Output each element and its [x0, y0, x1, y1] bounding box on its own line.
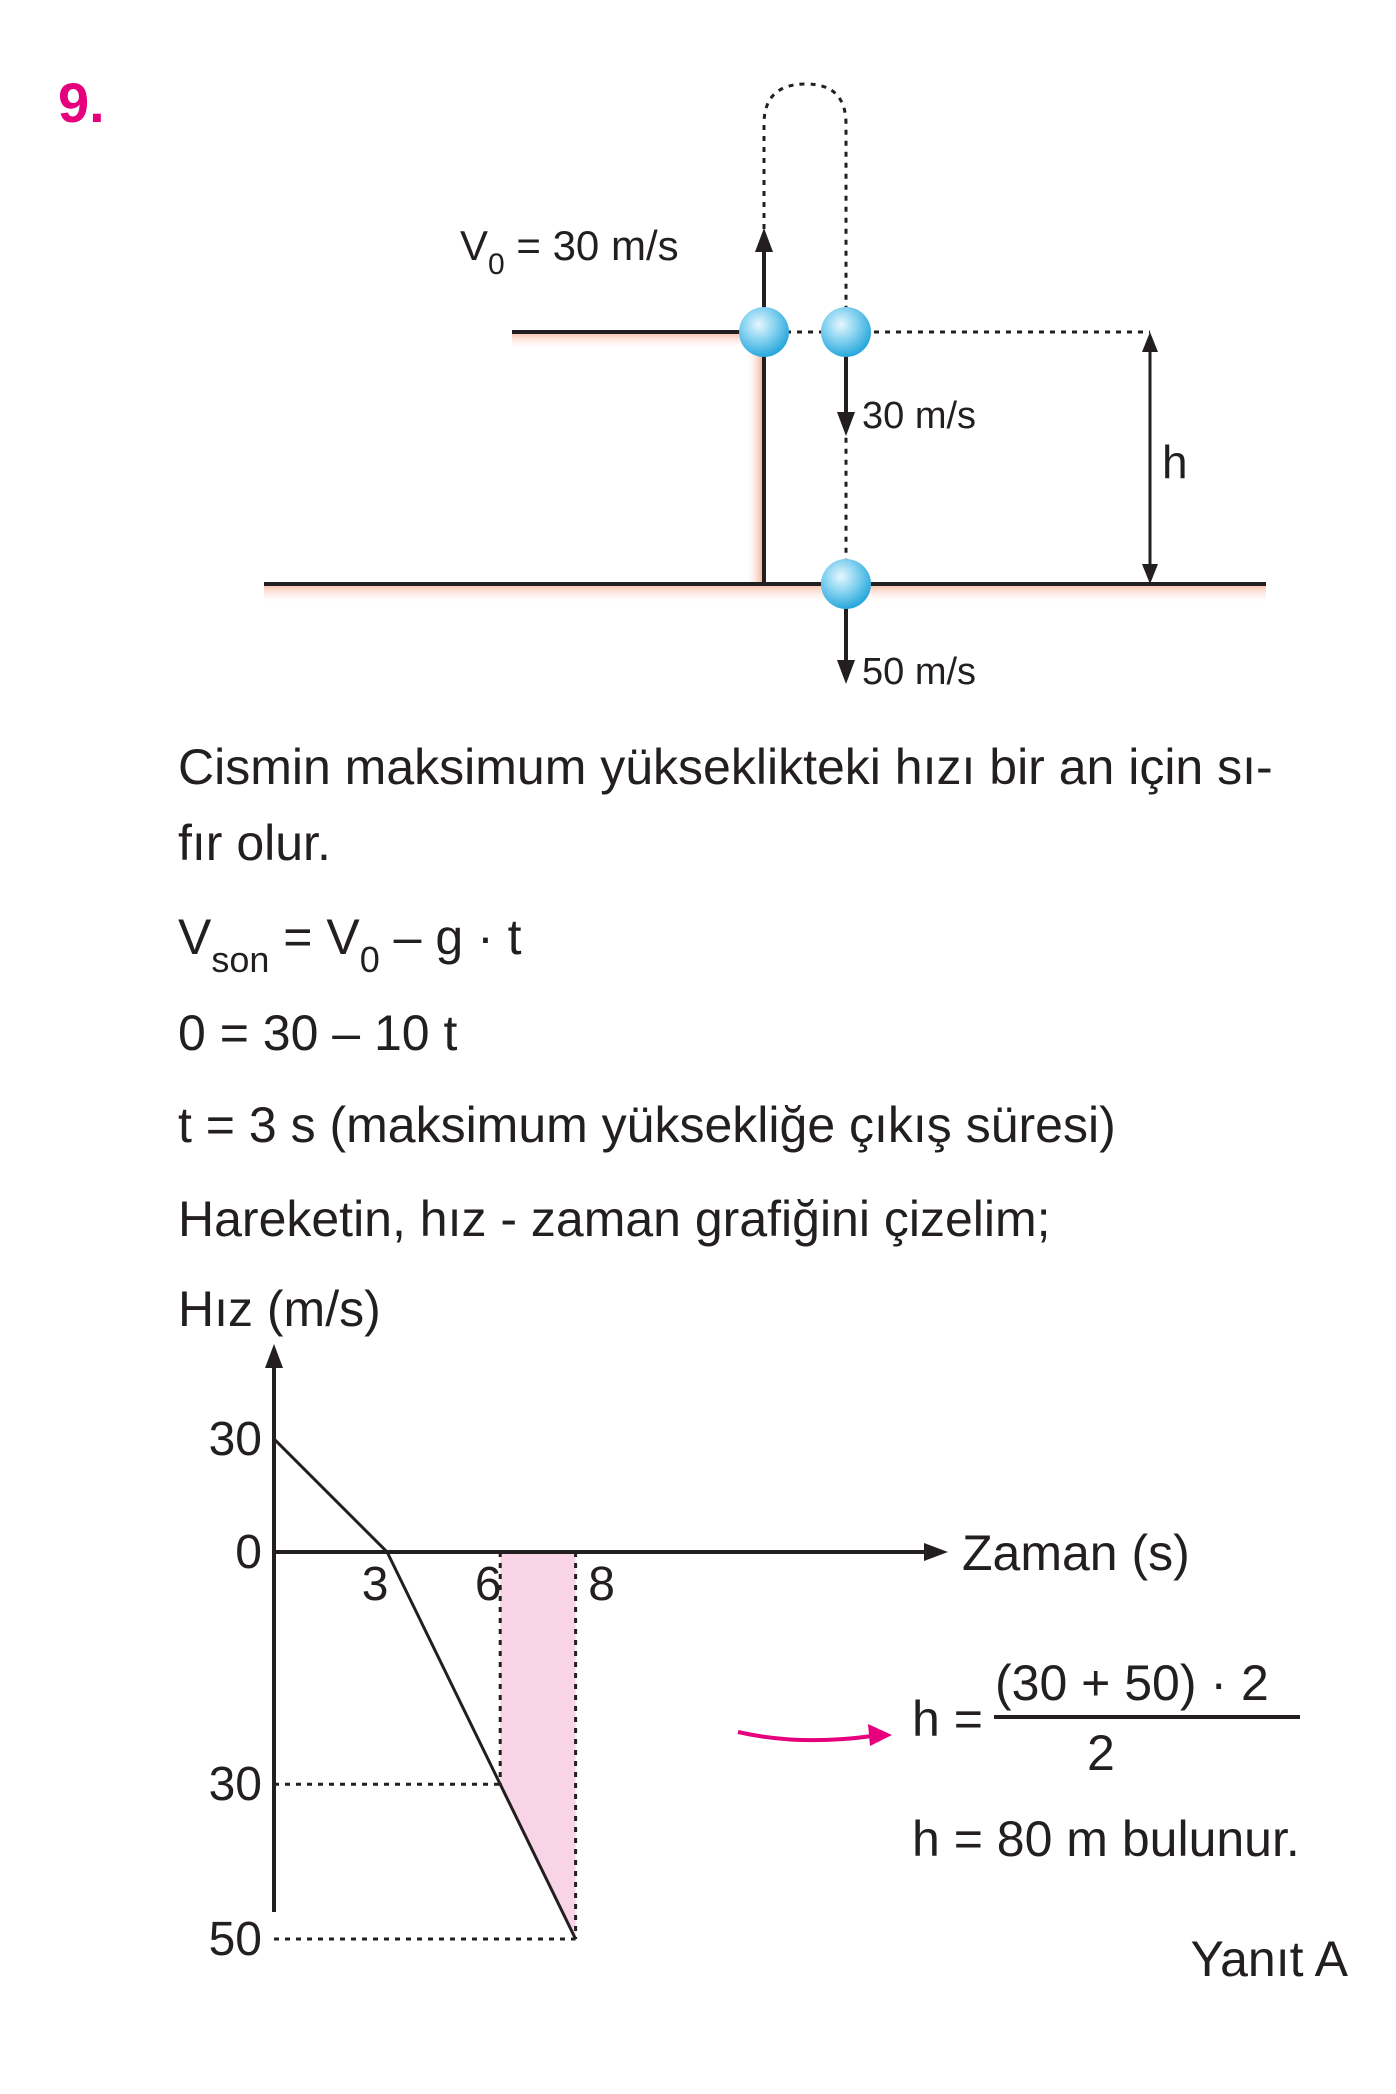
solution-line-2: fır olur. [178, 815, 331, 871]
equation-substitution: 0 = 30 – 10 t [178, 1005, 458, 1061]
question-number: 9. [58, 71, 105, 134]
y-tick-label: 30 [208, 1758, 262, 1812]
y-tick-label: 0 [235, 1526, 262, 1579]
v-ground-label: 50 m/s [862, 651, 977, 693]
fraction-bar [994, 1715, 1300, 1719]
equation-time: t = 3 s (maksimum yüksekliğe çıkış süresi) [178, 1097, 1116, 1153]
equation-tail: – g · t [379, 909, 522, 965]
chart-xlabel: Zaman (s) [962, 1525, 1190, 1581]
fraction-denominator: 2 [1087, 1725, 1115, 1781]
shaded-area [500, 1552, 575, 1939]
x-tick-label: 6 [474, 1558, 502, 1611]
answer-label: Yanıt A [1190, 1931, 1348, 1987]
v0-subscript-eq: 0 [359, 939, 380, 980]
v-mid-label: 30 m/s [862, 395, 977, 437]
v-symbol: V [178, 909, 212, 965]
equation-middle: = V [269, 909, 360, 965]
h-equals: h = [912, 1691, 983, 1747]
v0-symbol: V [460, 222, 489, 269]
y-axis-arrowhead [265, 1344, 283, 1368]
x-tick-label: 8 [588, 1558, 615, 1611]
solution-line-1: Cismin maksimum yükseklikteki hızı bir an için sı- [178, 739, 1273, 795]
pointer-arrowhead [868, 1724, 892, 1746]
x-axis-arrowhead [924, 1543, 948, 1561]
y-tick-label: 30 [208, 1412, 262, 1466]
v0-value: = 30 m/s [504, 222, 679, 269]
v0-subscript: 0 [488, 248, 505, 281]
height-label: h [1162, 436, 1188, 488]
fraction-numerator: (30 + 50) · 2 [995, 1655, 1269, 1711]
v-son-subscript: son [211, 939, 270, 980]
y-tick-label: 50 [208, 1913, 262, 1966]
pointer-arrow-line [738, 1732, 872, 1740]
final-result: h = 80 m bulunur. [912, 1811, 1300, 1867]
x-tick-label: 3 [361, 1558, 389, 1611]
chart-ylabel: Hız (m/s) [178, 1281, 381, 1337]
graph-intro: Hareketin, hız - zaman grafiğini çizelim; [178, 1191, 1051, 1247]
